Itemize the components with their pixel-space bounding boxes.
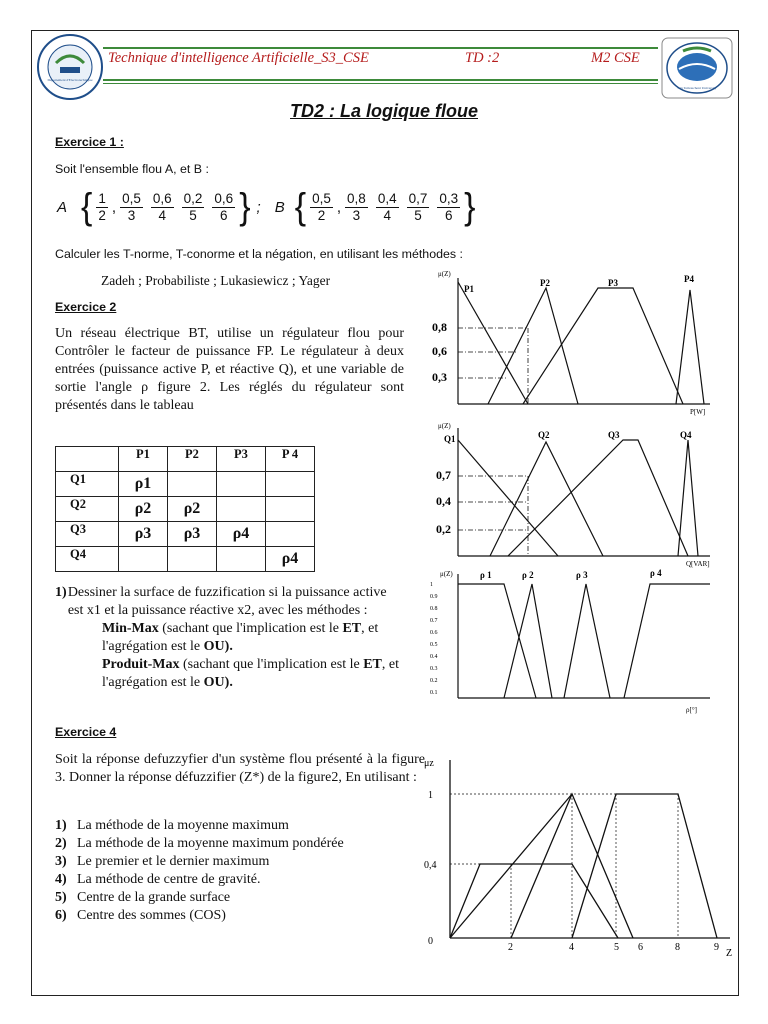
table-cell: ρ1 bbox=[119, 472, 168, 497]
header-rule-bottom bbox=[103, 79, 658, 81]
header-rule-top bbox=[103, 47, 658, 49]
q3-curve bbox=[508, 440, 688, 556]
p1-curve bbox=[458, 282, 528, 404]
fig3-xtick: 8 bbox=[675, 942, 680, 953]
list-item: 1) La méthode de la moyenne maximum bbox=[55, 818, 289, 833]
figure-membership-rho bbox=[424, 568, 720, 718]
table-cell: ρ4 bbox=[266, 547, 315, 572]
td-label: TD :2 bbox=[465, 50, 500, 66]
fig3-ytick: 0,4 bbox=[424, 860, 437, 871]
table-cell: ρ2 bbox=[168, 497, 217, 522]
set3-curve bbox=[572, 794, 717, 938]
fig-rho-set-label: ρ 2 bbox=[522, 570, 534, 580]
rho2-curve bbox=[504, 584, 552, 698]
header-rule-bottom-thin bbox=[103, 83, 658, 84]
brace-left-icon: { bbox=[294, 186, 307, 228]
fig-q-set-label: Q2 bbox=[538, 430, 550, 440]
row-header: Q2 bbox=[56, 497, 119, 522]
row-header: Q3 bbox=[56, 522, 119, 547]
rho4-curve bbox=[624, 584, 710, 698]
level-label: M2 CSE bbox=[591, 50, 640, 66]
ex1-methods: Zadeh ; Probabiliste ; Lukasiewicz ; Yager bbox=[101, 273, 331, 288]
figure-3-defuzzification bbox=[420, 752, 740, 967]
method-produit-max: Produit-Max (sachant que l'implication est le ET, et l'agrégation est le OU). bbox=[102, 657, 400, 690]
table-col-header: P 4 bbox=[266, 447, 315, 472]
ex4-paragraph: Soit la réponse defuzzyfier d'un système flou présenté à la figure 3. Donner la réponse défuzzifier (Z*) de la figure2, En utilisant : bbox=[55, 752, 425, 785]
fig-rho-xlabel: ρ[°] bbox=[686, 706, 697, 714]
fig-p-set-label: P1 bbox=[464, 284, 474, 294]
svg-text:0.5: 0.5 bbox=[430, 642, 438, 648]
fig-q-xlabel: Q[VAR] bbox=[686, 560, 710, 568]
fig-p-set-label: P3 bbox=[608, 278, 618, 288]
table-row bbox=[56, 497, 315, 522]
figure-membership-p bbox=[428, 268, 720, 418]
p3-curve bbox=[523, 288, 683, 404]
list-item: 2) La méthode de la moyenne maximum pondérée bbox=[55, 836, 344, 851]
brace-left-icon: { bbox=[81, 186, 93, 228]
fig3-xtick: 6 bbox=[638, 942, 643, 953]
fig-rho-set-label: ρ 1 bbox=[480, 570, 492, 580]
table-col-header: P2 bbox=[168, 447, 217, 472]
svg-text:0.1: 0.1 bbox=[430, 690, 438, 696]
ex1-heading: Exercice 1 : bbox=[55, 135, 124, 149]
department-logo-text: Département d'Electrotechnique bbox=[47, 78, 93, 82]
p2-curve bbox=[488, 288, 578, 404]
figure-membership-q bbox=[428, 420, 720, 570]
ex4-list bbox=[55, 817, 344, 925]
set-a-name: A bbox=[57, 198, 68, 216]
ex2-paragraph: Un réseau électrique BT, utilise un régulateur flou pour Contrôler le facteur de puissance FP. Le régulateur à deux entrées (puissance active P, et réactive Q), et une variable de sortie l'angle ρ figure 2. Les réglés du régulateur sont présentés dans le tableau bbox=[55, 326, 404, 413]
table-row bbox=[56, 472, 315, 497]
fig3-ytick: 0 bbox=[428, 936, 433, 947]
svg-text:0.3: 0.3 bbox=[430, 666, 438, 672]
set1-curve bbox=[450, 864, 618, 938]
fig-p-level: 0,3 bbox=[432, 370, 447, 384]
fig-rho-set-label: ρ 3 bbox=[576, 570, 588, 580]
rules-table bbox=[55, 446, 315, 572]
brace-right-icon: } bbox=[239, 186, 251, 228]
fig-p-level: 0,8 bbox=[432, 320, 447, 334]
table-row bbox=[56, 522, 315, 547]
fig-q-ylabel: μ(Z) bbox=[438, 422, 451, 430]
list-item: 6) Centre des sommes (COS) bbox=[55, 908, 226, 923]
fig-p-ylabel: μ(Z) bbox=[438, 270, 451, 278]
course-name: Technique d'intelligence Artificielle_S3_CSE bbox=[108, 50, 369, 66]
brace-right-icon: } bbox=[464, 186, 476, 228]
p4-curve bbox=[676, 290, 704, 404]
svg-text:0.7: 0.7 bbox=[430, 618, 438, 624]
fig-p-xlabel: P[W] bbox=[690, 408, 706, 416]
fig3-xtick: 2 bbox=[508, 942, 513, 953]
fig3-ytick: 1 bbox=[428, 790, 433, 801]
svg-text:0.4: 0.4 bbox=[430, 654, 438, 660]
department-logo bbox=[36, 33, 104, 101]
ex4-heading: Exercice 4 bbox=[55, 725, 117, 739]
table-cell: ρ4 bbox=[217, 522, 266, 547]
ex1-intro: Soit l'ensemble flou A, et B : bbox=[55, 162, 209, 176]
fig-q-set-label: Q3 bbox=[608, 430, 620, 440]
fig-q-level: 0,7 bbox=[436, 468, 451, 482]
fig3-xlabel: Z bbox=[726, 948, 733, 959]
list-item: 4) La méthode de centre de gravité. bbox=[55, 872, 261, 887]
table-cell: ρ2 bbox=[119, 497, 168, 522]
table-cell bbox=[266, 472, 315, 497]
fig-q-level: 0,4 bbox=[436, 494, 451, 508]
table-cell bbox=[217, 472, 266, 497]
svg-text:0.6: 0.6 bbox=[430, 630, 438, 636]
table-cell bbox=[266, 522, 315, 547]
table-cell bbox=[217, 547, 266, 572]
row-header: Q4 bbox=[56, 547, 119, 572]
ex1-question: Calculer les T-norme, T-conorme et la négation, en utilisant les méthodes : bbox=[55, 247, 463, 261]
fig-rho-yticks bbox=[430, 582, 438, 696]
q1-curve bbox=[458, 440, 558, 556]
table-col-header: P3 bbox=[217, 447, 266, 472]
table-header-row bbox=[56, 447, 315, 472]
fig3-xtick: 5 bbox=[614, 942, 619, 953]
table-corner bbox=[56, 447, 119, 472]
university-logo bbox=[661, 37, 733, 99]
svg-text:1: 1 bbox=[430, 582, 433, 588]
list-item: 3) Le premier et le dernier maximum bbox=[55, 854, 270, 869]
table-cell: ρ3 bbox=[168, 522, 217, 547]
fig-q-set-label: Q4 bbox=[680, 430, 692, 440]
method-min-max: Min-Max (sachant que l'implication est le ET, et l'agrégation est le OU). bbox=[102, 621, 379, 654]
table-cell: ρ3 bbox=[119, 522, 168, 547]
row-header: Q1 bbox=[56, 472, 119, 497]
fig-p-level: 0,6 bbox=[432, 344, 447, 358]
fig-p-set-label: P2 bbox=[540, 278, 550, 288]
set-b-name: B bbox=[274, 198, 285, 216]
fig3-xtick: 4 bbox=[569, 942, 574, 953]
ex2-heading: Exercice 2 bbox=[55, 300, 117, 314]
fig-q-level: 0,2 bbox=[436, 522, 451, 536]
svg-text:0.2: 0.2 bbox=[430, 678, 438, 684]
table-cell bbox=[168, 472, 217, 497]
svg-text:0.9: 0.9 bbox=[430, 594, 438, 600]
rho3-curve bbox=[564, 584, 610, 698]
fig-q-set-label: Q1 bbox=[444, 434, 456, 444]
table-row bbox=[56, 547, 315, 572]
ex2-question-1: 1) Dessiner la surface de fuzzification si la puissance active est x1 et la puissance réactive x2, avec les méthodes : Min-Max (sachant que l'implication est le ET, et l'agrégation est le OU). Produit-Max (sachant que l'implication est le ET, et l'agrégation est le OU). bbox=[55, 585, 400, 690]
rho1-curve bbox=[458, 584, 536, 698]
fig-rho-ylabel: μ(Z) bbox=[440, 570, 453, 578]
table-cell bbox=[217, 497, 266, 522]
university-logo-text: Ain Temouchent University bbox=[677, 86, 717, 90]
table-cell bbox=[119, 547, 168, 572]
fuzzy-set-a: A { $\frac{1}{2}$ , $\frac{0,5}{3}$ $\frac{0,6}{4}$ $\frac{0,2}{5}$ $\frac{0,6}{6}$ } ; B { $\frac{0,5}{2}$ , $\frac{0,8}{3}$ $\frac{0,4}{4}$ $\frac{0,7}{5}$ $\frac{0,3}{6}$ } bbox=[57, 186, 476, 228]
page-title: TD2 : La logique floue bbox=[290, 101, 478, 121]
q2-curve bbox=[490, 442, 603, 556]
svg-text:0.8: 0.8 bbox=[430, 606, 438, 612]
table-cell bbox=[266, 497, 315, 522]
table-cell bbox=[168, 547, 217, 572]
fig-rho-set-label: ρ 4 bbox=[650, 568, 662, 578]
table-col-header: P1 bbox=[119, 447, 168, 472]
fig-p-set-label: P4 bbox=[684, 274, 694, 284]
list-item: 5) Centre de la grande surface bbox=[55, 890, 231, 905]
fig3-ylabel: μz bbox=[424, 758, 434, 769]
fig3-xtick: 9 bbox=[714, 942, 719, 953]
